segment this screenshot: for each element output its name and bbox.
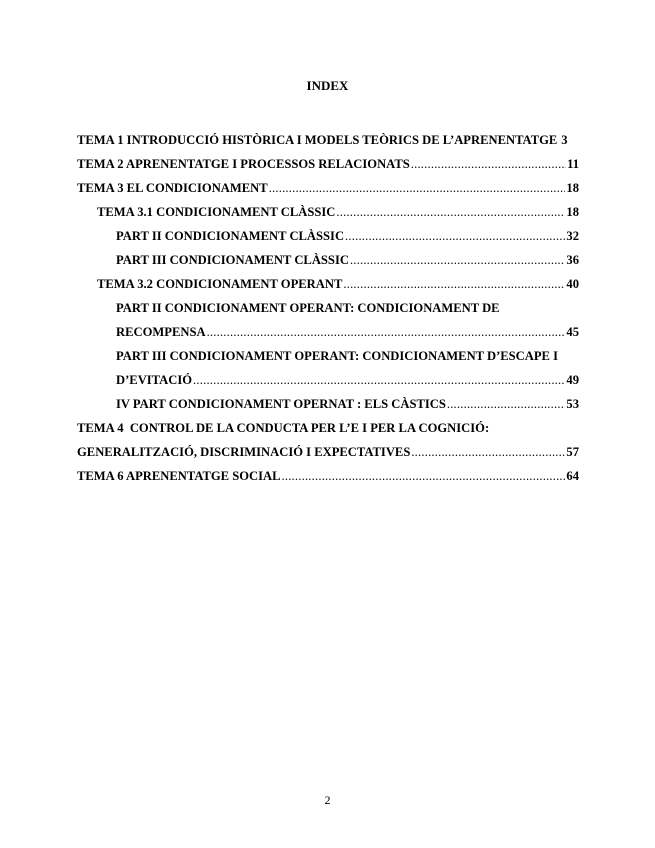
- dot-leader: [207, 320, 566, 344]
- toc-entry-text: GENERALITZACIÓ, DISCRIMINACIÓ I EXPECTATIVES: [77, 445, 411, 459]
- toc-entry-text: TEMA 3 EL CONDICIONAMENT: [77, 181, 268, 195]
- dot-leader: [411, 152, 566, 176]
- dot-leader: [447, 392, 566, 416]
- toc-entry-page: 32: [566, 229, 579, 243]
- toc-entry-page: 18: [566, 205, 579, 219]
- toc-entry-page: 57: [566, 445, 579, 459]
- dot-leader: [193, 368, 565, 392]
- toc-entry[interactable]: [97, 200, 579, 224]
- toc-entry-text-line1: PART II CONDICIONAMENT OPERANT: CONDICIONAMENT DE: [116, 301, 500, 315]
- table-of-contents: [77, 128, 579, 488]
- toc-entry-page: 11: [567, 157, 579, 171]
- dot-leader: [269, 176, 566, 200]
- toc-entry[interactable]: [77, 176, 579, 200]
- toc-entry[interactable]: [77, 416, 579, 464]
- dot-leader: [345, 224, 565, 248]
- index-title: INDEX: [306, 78, 349, 93]
- toc-entry-text: RECOMPENSA: [116, 325, 206, 339]
- toc-entry[interactable]: [116, 248, 579, 272]
- dot-leader: [343, 272, 565, 296]
- toc-entry-text: TEMA 6 APRENENTATGE SOCIAL: [77, 469, 281, 483]
- toc-entry[interactable]: [77, 128, 579, 152]
- toc-entry[interactable]: [116, 224, 579, 248]
- toc-entry[interactable]: [116, 296, 579, 344]
- toc-entry[interactable]: [77, 152, 579, 176]
- toc-entry[interactable]: [116, 344, 579, 392]
- toc-entry-page: 36: [566, 253, 579, 267]
- toc-entry-page: 45: [566, 325, 579, 339]
- toc-entry-page: 49: [566, 373, 579, 387]
- toc-entry-text: TEMA 3.1 CONDICIONAMENT CLÀSSIC: [97, 205, 336, 219]
- toc-entry-text: PART II CONDICIONAMENT CLÀSSIC: [116, 229, 345, 243]
- dot-leader: [282, 464, 566, 488]
- toc-entry[interactable]: [97, 272, 579, 296]
- dot-leader: [336, 200, 565, 224]
- toc-entry-page: 64: [566, 469, 579, 483]
- toc-entry-text: D’EVITACIÓ: [116, 373, 193, 387]
- toc-entry[interactable]: [77, 464, 579, 488]
- toc-entry-text-line1: PART III CONDICIONAMENT OPERANT: CONDICIONAMENT D’ESCAPE I: [116, 349, 559, 363]
- toc-entry-text: PART III CONDICIONAMENT CLÀSSIC: [116, 253, 349, 267]
- toc-entry-page: 3: [561, 133, 568, 147]
- toc-entry-text: TEMA 1 INTRODUCCIÓ HISTÒRICA I MODELS TEÒRICS DE L’APRENENTATGE: [77, 133, 558, 147]
- page-number: 2: [324, 793, 331, 807]
- dot-leader: [350, 248, 565, 272]
- toc-entry-text: TEMA 2 APRENENTATGE I PROCESSOS RELACIONATS: [77, 157, 410, 171]
- toc-entry[interactable]: [116, 392, 579, 416]
- toc-entry-text: TEMA 3.2 CONDICIONAMENT OPERANT: [97, 277, 343, 291]
- toc-entry-page: 18: [566, 181, 579, 195]
- toc-entry-page: 40: [566, 277, 579, 291]
- toc-entry-page: 53: [566, 397, 579, 411]
- toc-entry-text-line1: TEMA 4 CONTROL DE LA CONDUCTA PER L’E I PER LA COGNICIÓ:: [77, 421, 490, 435]
- toc-entry-text: IV PART CONDICIONAMENT OPERNAT : ELS CÀSTICS: [116, 397, 446, 411]
- dot-leader: [411, 440, 565, 464]
